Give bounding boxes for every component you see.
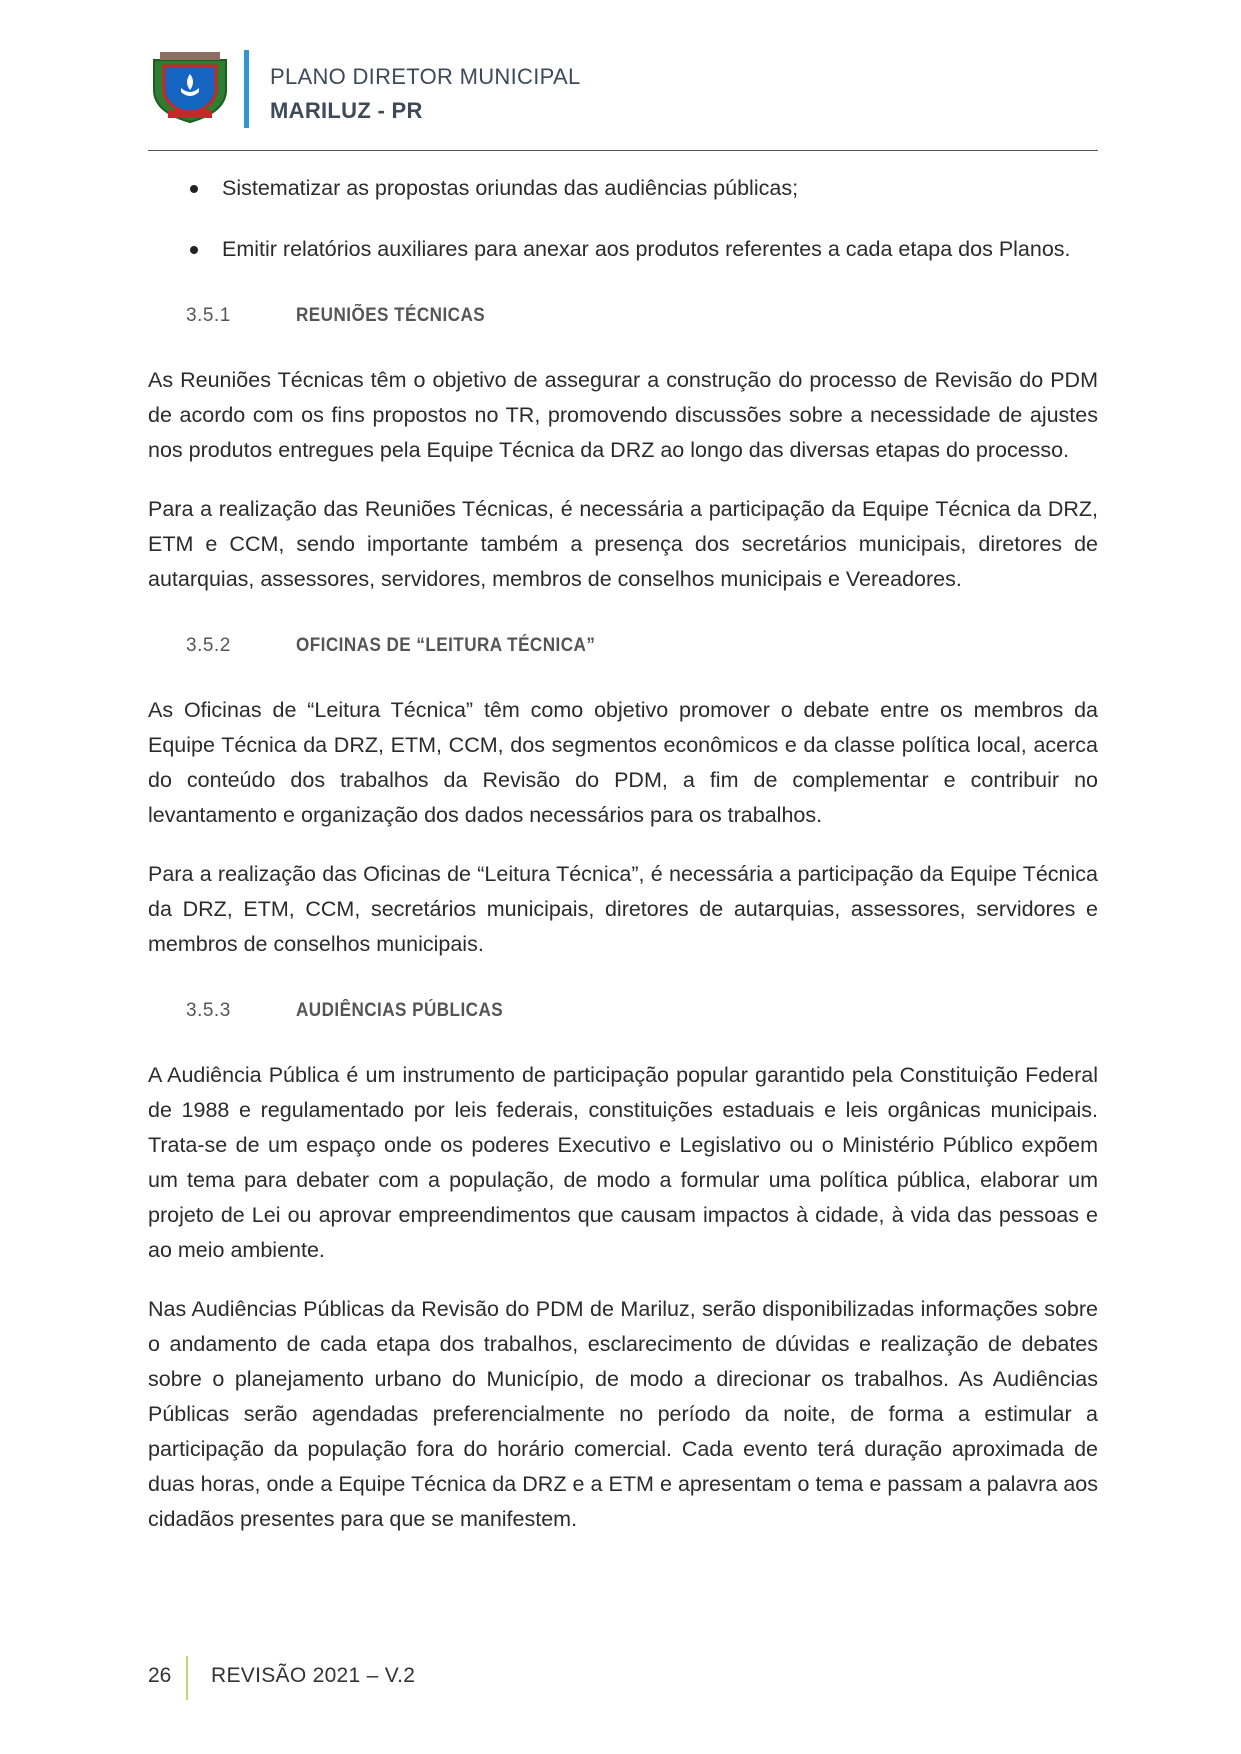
section-heading-3-5-1 [148, 305, 1098, 329]
paragraph: Para a realização das Oficinas de “Leitura Técnica”, é necessária a participação da Equipe Técnica da DRZ, ETM, CCM, secretários municipais, diretores de autarquias, assessores, servidores e membros de conselhos municipais. [148, 862, 1098, 956]
document-city: MARILUZ - PR [270, 98, 423, 123]
section-title: OFICINAS DE “LEITURA TÉCNICA” [296, 635, 596, 656]
paragraph: A Audiência Pública é um instrumento de participação popular garantido pela Constituição Federal de 1988 e regulamentado por leis federais, constituições estaduais e leis orgânicas municipais. Trata-se de um espaço onde os poderes Executivo e Legislativo ou o Ministério Público expõem um tema para debater com a população, de modo a formular uma política pública, elaborar um projeto de Lei ou aprovar empreendimentos que causam impactos à cidade, à vida das pessoas e ao meio ambiente. [148, 1063, 1098, 1262]
list-item [148, 231, 1098, 267]
document-title: PLANO DIRETOR MUNICIPAL [270, 64, 581, 89]
paragraph: As Oficinas de “Leitura Técnica” têm como objetivo promover o debate entre os membros da Equipe Técnica da DRZ, ETM, CCM, dos segmentos econômicos e da classe política local, acerca do conteúdo dos trabalhos da Revisão do PDM, a fim de complementar e contribuir no levantamento e organização dos dados necessários para os trabalhos. [148, 698, 1098, 827]
paragraph: As Reuniões Técnicas têm o objetivo de assegurar a construção do processo de Revisão do PDM de acordo com os fins propostos no TR, promovendo discussões sobre a necessidade de ajustes nos produtos entregues pela Equipe Técnica da DRZ ao longo das diversas etapas do processo. [148, 368, 1098, 462]
section-number: 3.5.3 [186, 1000, 231, 1021]
paragraph: Nas Audiências Públicas da Revisão do PDM de Mariluz, serão disponibilizadas informações sobre o andamento de cada etapa dos trabalhos, esclarecimento de dúvidas e realização de debates sobre o planejamento urbano do Município, de modo a direcionar os trabalhos. As Audiências Públicas serão agendadas preferencialmente no período da noite, de forma a estimular a participação da população fora do horário comercial. Cada evento terá duração aproximada de duas horas, onde a Equipe Técnica da DRZ e a ETM e apresentam o tema e passam a palavra aos cidadãos presentes para que se manifestem. [148, 1297, 1098, 1531]
section-title: AUDIÊNCIAS PÚBLICAS [296, 1000, 504, 1021]
list-item-text: Sistematizar as propostas oriundas das audiências públicas; [222, 176, 799, 200]
list-item-text: Emitir relatórios auxiliares para anexar aos produtos referentes a cada etapa dos Planos. [222, 237, 1071, 261]
footer-divider [186, 1656, 188, 1700]
list-item [148, 170, 1098, 206]
bullet-list [148, 170, 1098, 267]
coat-of-arms-logo [148, 50, 232, 124]
bullet-icon [190, 246, 198, 254]
paragraph: Para a realização das Reuniões Técnicas, é necessária a participação da Equipe Técnica da DRZ, ETM e CCM, sendo importante também a presença dos secretários municipais, diretores de autarquias, assessores, servidores, membros de conselhos municipais e Vereadores. [148, 497, 1098, 591]
section-heading-3-5-3 [148, 1000, 1098, 1024]
bullet-icon [190, 185, 198, 193]
section-number: 3.5.2 [186, 635, 231, 656]
section-heading-3-5-2 [148, 635, 1098, 659]
page-header [148, 50, 1098, 152]
section-title: REUNIÕES TÉCNICAS [296, 305, 486, 326]
page-number: 26 [148, 1664, 172, 1687]
page-footer [148, 1656, 548, 1700]
header-divider [148, 150, 1098, 151]
revision-label: REVISÃO 2021 – V.2 [211, 1664, 416, 1687]
header-accent-bar [244, 50, 249, 128]
section-number: 3.5.1 [186, 305, 231, 326]
page-content [148, 170, 1098, 1561]
